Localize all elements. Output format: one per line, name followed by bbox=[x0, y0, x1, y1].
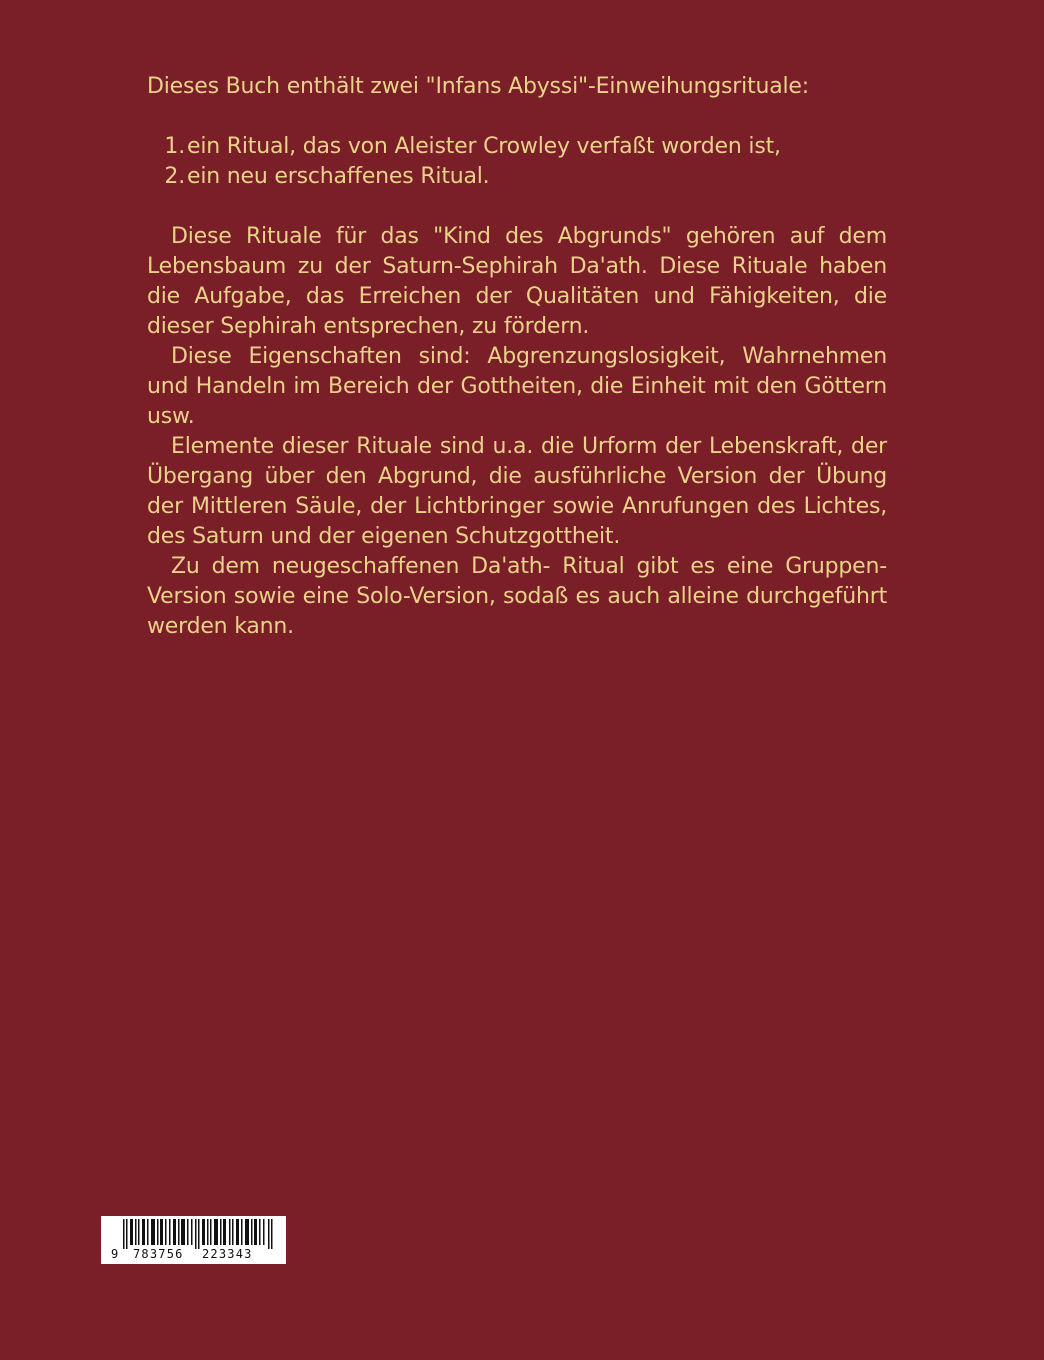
intro-line: Dieses Buch enthält zwei "Infans Abyssi"-Einweihungsrituale: bbox=[147, 74, 809, 99]
barcode-right-group: 223343 bbox=[202, 1247, 253, 1261]
list-item bbox=[147, 162, 787, 192]
barcode-lead-digit: 9 bbox=[111, 1247, 119, 1261]
isbn-barcode bbox=[101, 1216, 286, 1264]
paragraph-properties: Diese Eigenschaften sind: Abgrenzungslosigkeit, Wahrnehmen und Handeln im Bereich der Gottheiten, die Einheit mit den Göttern usw. bbox=[147, 344, 887, 429]
paragraph-versions: Zu dem neugeschaffenen Da'ath- Ritual gibt es eine Gruppen-Version sowie eine Solo-Version, sodaß es auch alleine durchgeführt werden kann. bbox=[147, 554, 887, 639]
list-item bbox=[147, 132, 787, 162]
barcode-bars-graphic bbox=[123, 1219, 275, 1249]
paragraph-overview: Diese Rituale für das "Kind des Abgrunds" gehören auf dem Lebensbaum zu der Saturn-Sephirah Da'ath. Diese Rituale haben die Aufgabe, das Erreichen der Qualitäten und Fähigkeiten, die dieser Sephirah entsprechen, zu fördern. bbox=[147, 224, 887, 339]
ritual-list bbox=[147, 132, 787, 192]
list-number: 2. bbox=[164, 164, 185, 189]
list-text: ein Ritual, das von Aleister Crowley verfaßt worden ist, bbox=[187, 134, 781, 159]
barcode-digits bbox=[101, 1247, 286, 1263]
paragraph-elements: Elemente dieser Rituale sind u.a. die Urform der Lebenskraft, der Übergang über den Abgrund, die ausführliche Version der Übung der Mittleren Säule, der Lichtbringer sowie Anrufungen des Lichtes, des Saturn und der eigenen Schutzgottheit. bbox=[147, 434, 887, 549]
blurb-text bbox=[147, 72, 887, 642]
barcode-left-group: 783756 bbox=[133, 1247, 184, 1261]
list-text: ein neu erschaffenes Ritual. bbox=[187, 164, 490, 189]
list-number: 1. bbox=[164, 134, 185, 159]
